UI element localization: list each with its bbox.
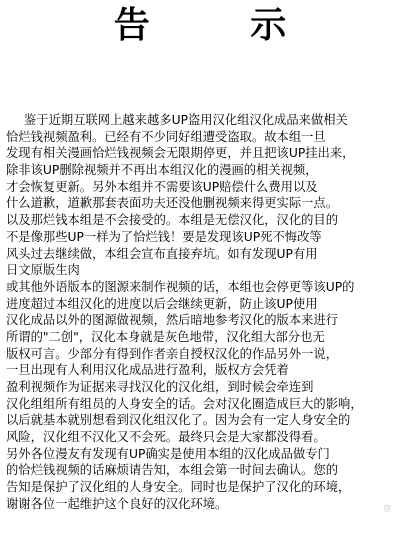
notice-line: 另外各位漫友有发现有UP确实是使用本组的汉化成品做专门 — [6, 446, 330, 461]
notice-line: 才会恢复更新。另外本组并不需要该UP赔偿什么费用以及 — [6, 179, 318, 194]
notice-line: 一旦出现有人利用汉化成品进行盈利，版权方会凭着 — [6, 363, 289, 378]
notice-line: 日文原版生肉 — [6, 263, 80, 278]
notice-line: 汉化成品以外的图源做视频，然后暗地参考汉化的版本来进行 — [6, 313, 339, 328]
notice-line: 以后就基本就别想看到汉化组汉化了。因为会有一定人身安全的 — [6, 413, 351, 428]
notice-line: 风头过去继续做，本组会宣布直接弃坑。如有发现UP有用 — [6, 246, 318, 261]
notice-line: 以及那烂钱本组是不会接受的。本组是无偿汉化，汉化的目的 — [6, 213, 339, 228]
notice-line: 发现有相关漫画恰烂钱视频会无限期停更，并且把该UP挂出来， — [6, 146, 355, 161]
notice-line: 恰烂钱视频盈利。已经有不少同好组遭受盗取。故本组一旦 — [6, 129, 326, 144]
notice-line: 的恰烂钱视频的话麻烦请告知，本组会第一时间去确认。您的 — [6, 463, 339, 478]
corner-stamp: 章 — [382, 505, 392, 515]
notice-line: 风险，汉化组不汉化又不会死。最终只会是大家都没得看。 — [6, 430, 326, 445]
notice-line: 谢谢各位一起维护这个良好的汉化环境。 — [6, 496, 228, 511]
notice-line: 所谓的"二创"，汉化本身就是灰色地带，汉化组大部分也无 — [6, 329, 325, 344]
notice-line: 进度超过本组汉化的进度以后会继续更新，防止该UP使用 — [6, 296, 318, 311]
notice-line: 或其他外语版本的图源来制作视频的话，本组也会停更等该UP的 — [6, 279, 355, 294]
notice-line: 告知是保护了汉化组的人身安全。同时也是保护了汉化的环境， — [6, 480, 351, 495]
notice-line: 鉴于近期互联网上越来越多UP盗用汉化组汉化成品来做相关 — [24, 113, 348, 127]
notice-body — [6, 112, 398, 513]
notice-line: 盈利视频作为证据来寻找汉化的汉化组，到时候会牵连到 — [6, 380, 314, 394]
notice-line: 不是像那些UP一样为了恰烂钱！要是发现该UP死不悔改等 — [6, 229, 322, 244]
notice-line: 汉化组组所有组员的人身安全的话。会对汉化圈造成巨大的影响， — [6, 396, 363, 411]
notice-title: 告 示 — [113, 5, 331, 46]
notice-line: 什么道歉，道歉那套表面功夫还没他删视频来得更实际一点。 — [6, 196, 339, 211]
notice-line: 版权可言。少部分有得到作者亲自授权汉化的作品另外一说， — [6, 346, 339, 361]
notice-line: 除非该UP删除视频并不再出本组汉化的漫画的相关视频， — [6, 163, 318, 178]
